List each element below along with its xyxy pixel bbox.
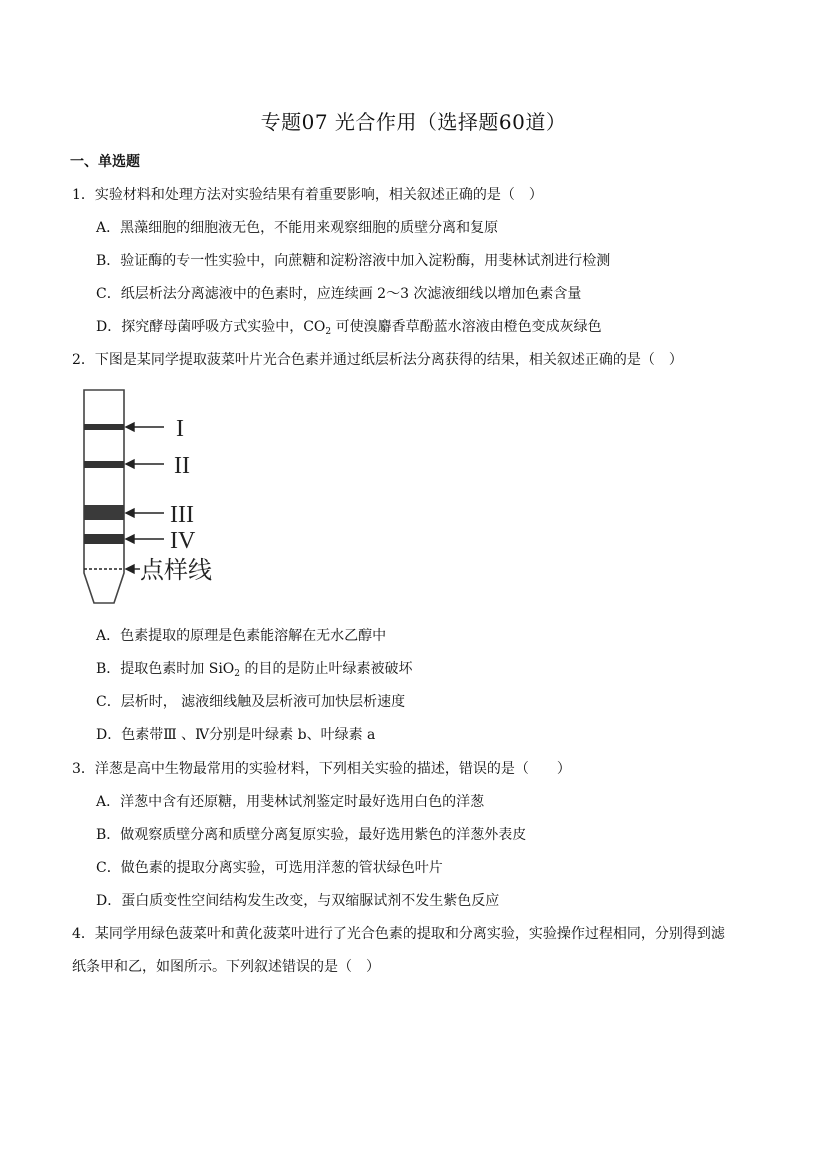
question-1-option-a: A．黑藻细胞的细胞液无色，不能用来观察细胞的质壁分离和复原 — [96, 220, 499, 236]
document-title: 专题07 光合作用（选择题60道） — [260, 110, 567, 134]
question-4-stem-line1: 4．某同学用绿色菠菜叶和黄化菠菜叶进行了光合色素的提取和分离实验，实验操作过程相同，分别得到滤 — [72, 926, 725, 942]
chromatography-strip-figure — [80, 385, 240, 607]
question-3-stem: 3．洋葱是高中生物最常用的实验材料，下列相关实验的描述，错误的是（ ） — [72, 761, 571, 777]
question-2-stem: 2．下图是某同学提取菠菜叶片光合色素并通过纸层析法分离获得的结果，相关叙述正确的是（ ） — [72, 352, 683, 368]
label-I: I — [176, 416, 184, 442]
question-3-option-d: D．蛋白质变性空间结构发生改变，与双缩脲试剂不发生紫色反应 — [96, 893, 500, 909]
question-2-option-c: C．层析时， 滤液细线触及层析液可加快层析速度 — [96, 694, 406, 710]
label-III: III — [170, 502, 194, 528]
band-IV — [84, 534, 124, 544]
question-4-stem-line2: 纸条甲和乙，如图所示。下列叙述错误的是（ ） — [72, 959, 380, 975]
label-IV: IV — [170, 528, 196, 554]
label-II: II — [174, 453, 190, 479]
label-spot-line: 点样线 — [140, 556, 212, 584]
question-2-option-d: D．色素带Ⅲ 、Ⅳ分别是叶绿素 b、叶绿素 a — [96, 727, 376, 743]
question-3-option-a: A．洋葱中含有还原糖，用斐林试剂鉴定时最好选用白色的洋葱 — [96, 794, 485, 810]
band-II — [84, 461, 124, 468]
section-heading: 一、单选题 — [70, 154, 140, 170]
question-1-option-d: D．探究酵母菌呼吸方式实验中，$CO_2$ 可使溴麝香草酚蓝水溶液由橙色变成灰绿色 — [96, 319, 602, 337]
question-3-option-c: C．做色素的提取分离实验，可选用洋葱的管状绿色叶片 — [96, 860, 443, 876]
question-2-option-a: A．色素提取的原理是色素能溶解在无水乙醇中 — [96, 628, 387, 644]
question-3-option-b: B．做观察质壁分离和质壁分离复原实验，最好选用紫色的洋葱外表皮 — [96, 827, 527, 843]
band-III — [84, 505, 124, 520]
question-1-option-b: B．验证酶的专一性实验中，向蔗糖和淀粉溶液中加入淀粉酶，用斐林试剂进行检测 — [96, 253, 611, 269]
band-I — [84, 424, 124, 430]
question-1-option-c: C．纸层析法分离滤液中的色素时，应连续画 2～3 次滤液细线以增加色素含量 — [96, 286, 582, 302]
question-2-option-b: B．提取色素时加 SiO$_2$ 的目的是防止叶绿素被破坏 — [96, 661, 413, 679]
question-1-stem: 1．实验材料和处理方法对实验结果有着重要影响，相关叙述正确的是（ ） — [72, 187, 543, 203]
strip-outline — [84, 390, 124, 603]
